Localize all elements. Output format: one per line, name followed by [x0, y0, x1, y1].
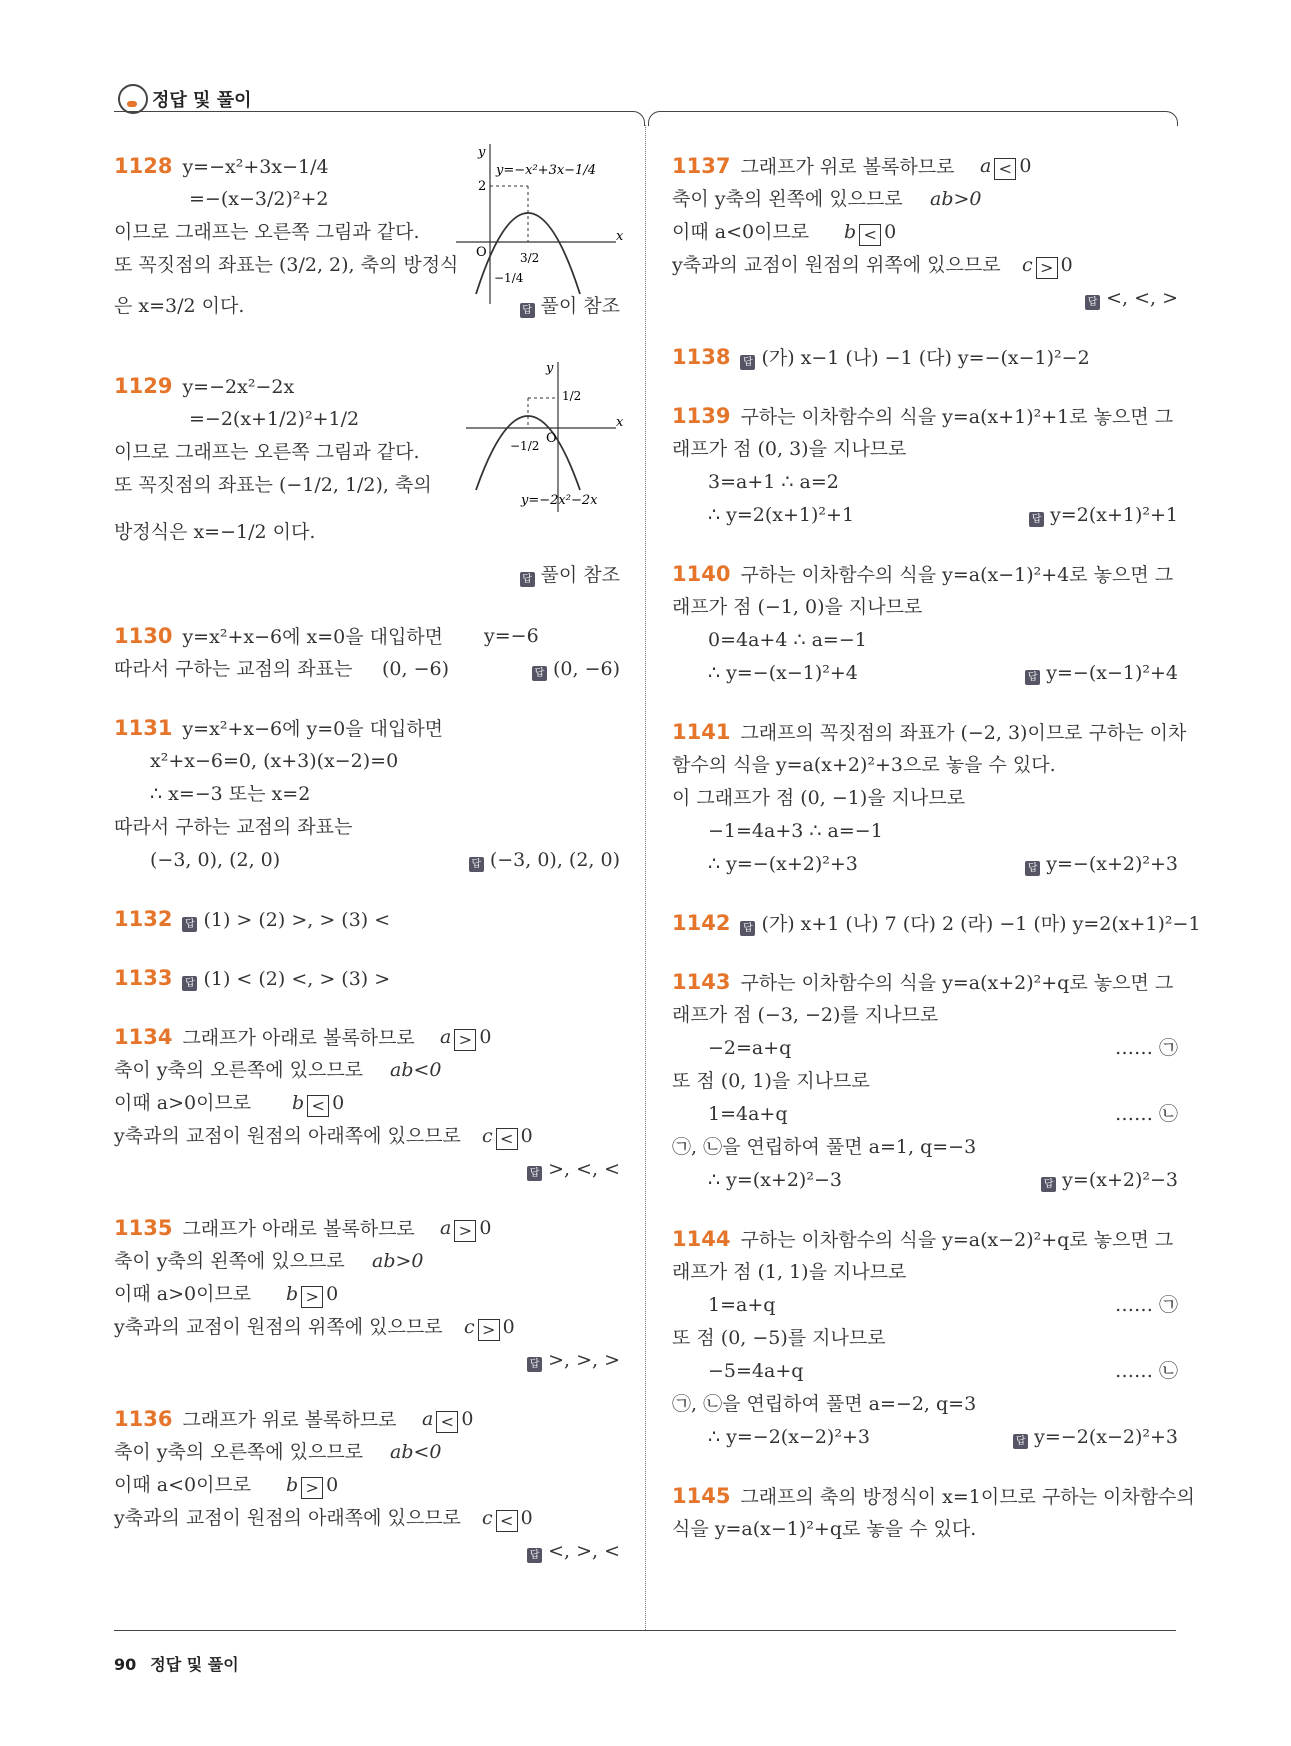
- sign-box: <: [496, 1510, 518, 1532]
- problem-1129: [114, 362, 624, 620]
- zero: 0: [479, 1026, 492, 1048]
- text-line: 방정식은 x=−1/2 이다.: [114, 521, 316, 543]
- answer-tag: 답: [182, 976, 197, 991]
- text-line: 축이 y축의 왼쪽에 있으므로: [672, 188, 903, 210]
- text-line: 또 꼭짓점의 좌표는 (3/2, 2), 축의 방정식: [114, 254, 459, 276]
- zero: 0: [520, 1125, 533, 1147]
- answer: (1) > (2) >, > (3) <: [203, 909, 391, 931]
- problem-number: 1132: [114, 907, 173, 931]
- tick-label: −1/2: [510, 439, 540, 453]
- text-line: 은 x=3/2 이다.: [114, 295, 245, 317]
- variable: c: [1022, 254, 1033, 276]
- text-line: 이때 a<0이므로: [672, 221, 810, 243]
- text-line: 구하는 이차함수의 식을 y=a(x+1)²+1로 놓으면 그: [740, 406, 1174, 428]
- problem-1128: [114, 145, 624, 370]
- answer: <, >, <: [548, 1540, 620, 1562]
- equation-line: =−2(x+1/2)²+1/2: [189, 408, 360, 430]
- equation-line: ∴ y=−(x−1)²+4: [708, 662, 858, 684]
- frame-bottom: [114, 1630, 1176, 1631]
- text-line: 그래프가 아래로 볼록하므로: [182, 1027, 415, 1049]
- y-axis-label: y: [546, 362, 554, 376]
- footer-title: 정답 및 풀이: [150, 1655, 239, 1674]
- variable: a: [422, 1408, 434, 1430]
- text-line: 이므로 그래프는 오른쪽 그림과 같다.: [114, 221, 420, 243]
- result: y=−6: [484, 625, 539, 647]
- problem-number: 1137: [672, 154, 731, 178]
- problem-1139: [672, 400, 1178, 532]
- text-line: y축과의 교점이 원점의 위쪽에 있으므로: [114, 1316, 443, 1338]
- zero: 0: [502, 1316, 515, 1338]
- problem-1141: [672, 716, 1187, 881]
- variable: c: [482, 1125, 493, 1147]
- answer: y=−(x+2)²+3: [1046, 853, 1178, 875]
- page-number: 90: [114, 1655, 137, 1674]
- equation-marker: …… ㉡: [1114, 1103, 1178, 1125]
- sign-box: >: [454, 1220, 476, 1242]
- problem-1135: [114, 1212, 620, 1377]
- zero: 0: [479, 1217, 492, 1239]
- problem-number: 1134: [114, 1025, 173, 1049]
- problem-1131: [114, 712, 620, 877]
- column-divider: [645, 125, 646, 1630]
- text-line: ㉠, ㉡을 연립하여 풀면 a=1, q=−3: [672, 1136, 977, 1158]
- text-line: y축과의 교점이 원점의 아래쪽에 있으므로: [114, 1507, 461, 1529]
- result: (−3, 0), (2, 0): [150, 849, 281, 871]
- problem-1142: [672, 907, 1201, 940]
- sign-box: <: [436, 1411, 458, 1433]
- text-line: 래프가 점 (−1, 0)을 지나므로: [672, 596, 923, 618]
- zero: 0: [332, 1092, 345, 1114]
- equation-line: x²+x−6=0, (x+3)(x−2)=0: [150, 750, 399, 772]
- frame-top-left: [114, 111, 645, 126]
- zero: 0: [1019, 155, 1032, 177]
- curve-label: y=−x²+3x−1/4: [496, 163, 596, 178]
- variable: b: [286, 1283, 299, 1305]
- text-line: 이 그래프가 점 (0, −1)을 지나므로: [672, 787, 966, 809]
- answer: y=2(x+1)²+1: [1050, 504, 1178, 526]
- text-line: 이때 a>0이므로: [114, 1283, 252, 1305]
- x-axis-label: x: [616, 229, 624, 244]
- text-line: 래프가 점 (1, 1)을 지나므로: [672, 1261, 907, 1283]
- graph-1128: [456, 144, 626, 304]
- answer-tag: 답: [1025, 861, 1040, 876]
- origin-label: O: [546, 431, 557, 446]
- equation-line: 1=4a+q: [708, 1103, 788, 1125]
- origin-label: O: [476, 245, 487, 260]
- problem-number: 1141: [672, 720, 731, 744]
- text-line: y=x²+x−6에 y=0을 대입하면: [182, 718, 444, 740]
- problem-number: 1129: [114, 374, 173, 398]
- text-line: 축이 y축의 오른쪽에 있으므로: [114, 1059, 364, 1081]
- problem-number: 1139: [672, 404, 731, 428]
- text-line: 또 점 (0, 1)을 지나므로: [672, 1070, 870, 1092]
- answer-tag: 답: [520, 572, 535, 587]
- text-line: 구하는 이차함수의 식을 y=a(x−2)²+q로 놓으면 그: [740, 1229, 1174, 1251]
- answer-tag: 답: [532, 666, 547, 681]
- zero: 0: [1060, 254, 1073, 276]
- text-line: 이므로 그래프는 오른쪽 그림과 같다.: [114, 441, 420, 463]
- variable: c: [482, 1507, 493, 1529]
- equation-line: −2=a+q: [708, 1037, 792, 1059]
- text-line: 또 점 (0, −5)를 지나므로: [672, 1327, 886, 1349]
- text-line: 또 꼭짓점의 좌표는 (−1/2, 1/2), 축의: [114, 474, 432, 496]
- answer: (가) x+1 (나) 7 (다) 2 (라) −1 (마) y=2(x+1)²−1: [761, 913, 1201, 935]
- problem-1137: [672, 150, 1178, 315]
- result: (0, −6): [382, 658, 450, 680]
- text-line: 그래프가 위로 볼록하므로: [740, 156, 955, 178]
- problem-1145: [672, 1480, 1195, 1546]
- result: ab>0: [372, 1250, 424, 1272]
- variable: a: [980, 155, 992, 177]
- problem-number: 1142: [672, 911, 731, 935]
- right-column: [672, 150, 1201, 1546]
- equation-line: −5=4a+q: [708, 1360, 804, 1382]
- answer-tag: 답: [182, 917, 197, 932]
- parabola-curve: [476, 416, 580, 490]
- sign-box: <: [994, 158, 1016, 180]
- text-line: 식을 y=a(x−1)²+q로 놓을 수 있다.: [672, 1518, 977, 1540]
- problem-1132: [114, 903, 620, 936]
- text-line: 구하는 이차함수의 식을 y=a(x−1)²+4로 놓으면 그: [740, 564, 1174, 586]
- sign-box: <: [859, 224, 881, 246]
- sign-box: >: [1036, 257, 1058, 279]
- sign-box: <: [496, 1128, 518, 1150]
- tick-label: 3/2: [520, 251, 540, 265]
- variable: b: [844, 221, 857, 243]
- sign-box: >: [454, 1029, 476, 1051]
- answer: (0, −6): [552, 658, 620, 680]
- text-line: y=x²+x−6에 x=0을 대입하면: [182, 626, 444, 648]
- y-axis-label: y: [478, 145, 486, 160]
- text-line: y축과의 교점이 원점의 아래쪽에 있으므로: [114, 1125, 461, 1147]
- equation-line: ∴ y=2(x+1)²+1: [708, 504, 855, 526]
- text-line: 래프가 점 (0, 3)을 지나므로: [672, 438, 907, 460]
- problem-1133: [114, 962, 620, 995]
- text-line: 축이 y축의 오른쪽에 있으므로: [114, 1441, 364, 1463]
- text-line: 함수의 식을 y=a(x+2)²+3으로 놓을 수 있다.: [672, 754, 1056, 776]
- zero: 0: [461, 1408, 474, 1430]
- answer-tag: 답: [1041, 1177, 1056, 1192]
- answer: >, <, <: [548, 1158, 620, 1180]
- sign-box: >: [301, 1477, 323, 1499]
- page-footer: [114, 1652, 239, 1675]
- problem-1144: [672, 1223, 1178, 1454]
- problem-1140: [672, 558, 1178, 690]
- answer-tag: 답: [527, 1357, 542, 1372]
- text-line: 이때 a<0이므로: [114, 1474, 252, 1496]
- problem-1134: [114, 1021, 620, 1186]
- problem-number: 1128: [114, 154, 173, 178]
- variable: b: [292, 1092, 305, 1114]
- answer: (가) x−1 (나) −1 (다) y=−(x−1)²−2: [761, 347, 1090, 369]
- tick-label: 2: [478, 179, 487, 194]
- answer-tag: 답: [1085, 295, 1100, 310]
- text-line: 그래프의 축의 방정식이 x=1이므로 구하는 이차함수의: [740, 1486, 1195, 1508]
- problem-number: 1143: [672, 970, 731, 994]
- equation-line: ∴ y=−(x+2)²+3: [708, 853, 858, 875]
- tick-label: −1/4: [494, 271, 524, 285]
- left-column: [114, 145, 624, 1568]
- x-axis-label: x: [616, 415, 624, 430]
- answer: 풀이 참조: [540, 564, 620, 586]
- problem-1136: [114, 1403, 620, 1568]
- mascot-icon: [118, 84, 148, 114]
- problem-number: 1136: [114, 1407, 173, 1431]
- problem-1143: [672, 966, 1178, 1197]
- answer: 풀이 참조: [540, 295, 620, 317]
- answer-tag: 답: [740, 921, 755, 936]
- equation-marker: …… ㉡: [1114, 1360, 1178, 1382]
- text-line: 구하는 이차함수의 식을 y=a(x+2)²+q로 놓으면 그: [740, 972, 1174, 994]
- variable: b: [286, 1474, 299, 1496]
- answer: y=(x+2)²−3: [1062, 1169, 1178, 1191]
- answer-tag: 답: [527, 1548, 542, 1563]
- answer: (−3, 0), (2, 0): [489, 849, 620, 871]
- zero: 0: [326, 1474, 339, 1496]
- answer: <, <, >: [1106, 287, 1178, 309]
- problem-number: 1138: [672, 345, 731, 369]
- problem-number: 1135: [114, 1216, 173, 1240]
- problem-number: 1131: [114, 716, 173, 740]
- equation-marker: …… ㉠: [1114, 1294, 1178, 1316]
- sign-box: >: [478, 1319, 500, 1341]
- equation-line: 3=a+1 ∴ a=2: [708, 471, 839, 493]
- answer-tag: 답: [1025, 670, 1040, 685]
- equation-line: 1=a+q: [708, 1294, 776, 1316]
- graph-1129: [466, 362, 626, 512]
- equation-line: y=−x²+3x−1/4: [182, 156, 329, 178]
- text-line: 래프가 점 (−3, −2)를 지나므로: [672, 1004, 939, 1026]
- text-line: ㉠, ㉡을 연립하여 풀면 a=−2, q=3: [672, 1393, 977, 1415]
- equation-line: ∴ y=−2(x−2)²+3: [708, 1426, 870, 1448]
- problem-number: 1144: [672, 1227, 731, 1251]
- variable: a: [440, 1217, 452, 1239]
- text-line: y축과의 교점이 원점의 위쪽에 있으므로: [672, 254, 1001, 276]
- zero: 0: [520, 1507, 533, 1529]
- text-line: 축이 y축의 왼쪽에 있으므로: [114, 1250, 345, 1272]
- answer: y=−2(x−2)²+3: [1034, 1426, 1178, 1448]
- text-line: 따라서 구하는 교점의 좌표는: [114, 658, 353, 680]
- answer-tag: 답: [1029, 512, 1044, 527]
- result: ab>0: [930, 188, 982, 210]
- equation-line: ∴ y=(x+2)²−3: [708, 1169, 842, 1191]
- zero: 0: [326, 1283, 339, 1305]
- text-line: 그래프가 위로 볼록하므로: [182, 1409, 397, 1431]
- problem-number: 1133: [114, 966, 173, 990]
- answer: y=−(x−1)²+4: [1046, 662, 1178, 684]
- problem-number: 1140: [672, 562, 731, 586]
- variable: a: [440, 1026, 452, 1048]
- sign-box: <: [307, 1095, 329, 1117]
- frame-top-right: [648, 111, 1178, 126]
- problem-number: 1130: [114, 624, 173, 648]
- answer-tag: 답: [1013, 1434, 1028, 1449]
- text-line: 그래프가 아래로 볼록하므로: [182, 1218, 415, 1240]
- answer-tag: 답: [520, 303, 535, 318]
- answer-tag: 답: [469, 857, 484, 872]
- zero: 0: [884, 221, 897, 243]
- tick-label: 1/2: [562, 389, 582, 403]
- problem-number: 1145: [672, 1484, 731, 1508]
- problem-1130: [114, 620, 620, 686]
- problem-1138: [672, 341, 1178, 374]
- sign-box: >: [301, 1286, 323, 1308]
- variable: c: [464, 1316, 475, 1338]
- curve-label: y=−2x²−2x: [521, 493, 598, 508]
- equation-line: −1=4a+3 ∴ a=−1: [708, 820, 883, 842]
- answer: (1) < (2) <, > (3) >: [203, 968, 391, 990]
- header-title: 정답 및 풀이: [152, 90, 252, 111]
- result: ab<0: [390, 1059, 442, 1081]
- equation-line: y=−2x²−2x: [182, 376, 295, 398]
- equation-line: 0=4a+4 ∴ a=−1: [708, 629, 867, 651]
- equation-line: ∴ x=−3 또는 x=2: [150, 783, 311, 805]
- result: ab<0: [390, 1441, 442, 1463]
- equation-marker: …… ㉠: [1114, 1037, 1178, 1059]
- equation-line: =−(x−3/2)²+2: [189, 188, 329, 210]
- answer: >, >, >: [548, 1349, 620, 1371]
- text-line: 따라서 구하는 교점의 좌표는: [114, 816, 353, 838]
- answer-tag: 답: [740, 355, 755, 370]
- text-line: 이때 a>0이므로: [114, 1092, 252, 1114]
- answer-tag: 답: [527, 1166, 542, 1181]
- text-line: 그래프의 꼭짓점의 좌표가 (−2, 3)이므로 구하는 이차: [740, 722, 1187, 744]
